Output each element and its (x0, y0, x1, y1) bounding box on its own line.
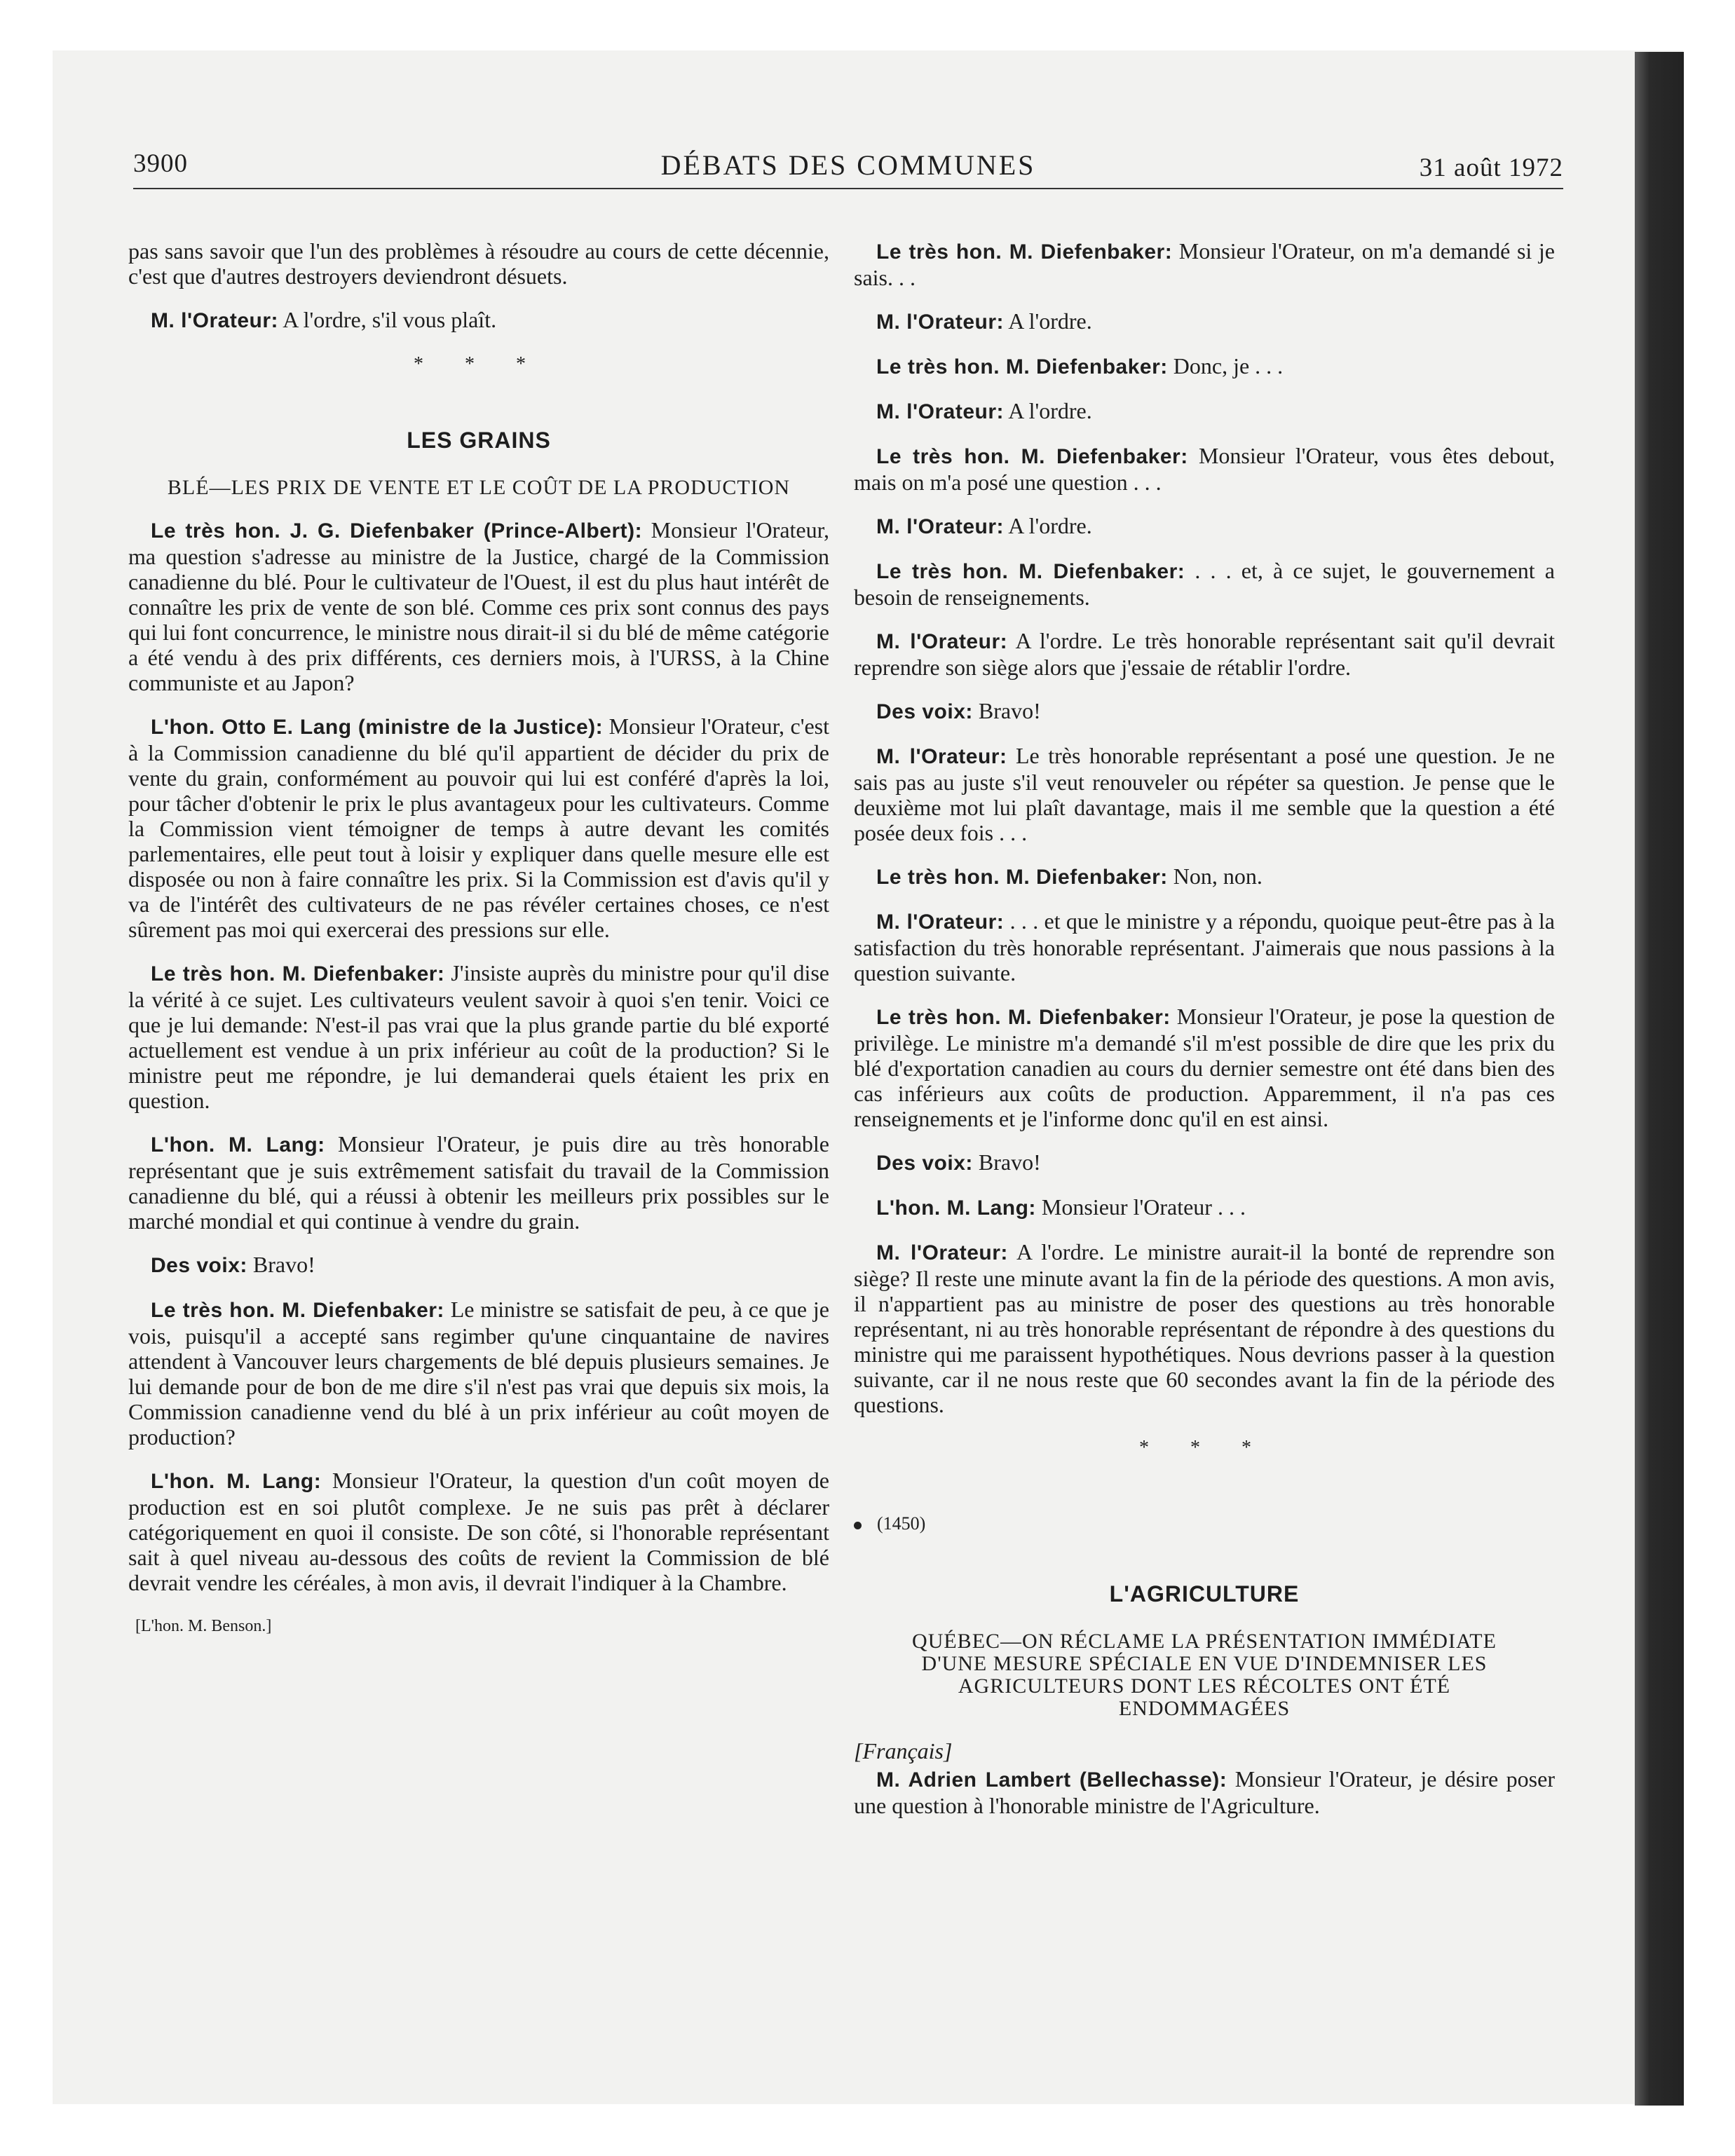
speaker-name: Le très hon. M. Diefenbaker: (151, 1299, 444, 1322)
section-subtitle: QUÉBEC—ON RÉCLAME LA PRÉSENTATION IMMÉDIATE D'UNE MESURE SPÉCIALE EN VUE D'INDEMNISER LES AGRICULTEURS DONT LES RÉCOLTES ONT ÉTÉ ENDOMMAGÉES (912, 1630, 1497, 1720)
paragraph (854, 353, 1555, 380)
paragraph (854, 864, 1555, 890)
speech-text: A l'ordre. Le ministre aurait-il la bonté de reprendre son siège? Il reste une minute avant la fin de la période des questions. A mon avis, il n'appartient pas au ministre de poser des questions au très honorable représentant, ni au très honorable représentant de répondre à des questions du ministre qui me paraissent hypothétiques. Nous devrions passer à la question suivante, car il ne nous reste que 60 secondes avant la fin de la période des questions. (854, 1239, 1555, 1417)
speech-text: Bravo! (247, 1252, 315, 1277)
speaker-name: M. l'Orateur: (876, 1241, 1008, 1264)
section-title: LES GRAINS (407, 428, 551, 453)
speech-text: Monsieur l'Orateur, la question d'un coût moyen de production est en soi plutôt complexe. Je ne suis pas prêt à déclarer catégoriquement en quoi il consiste. De son côté, si l'honorable représentant sait à quel niveau au-dessous des coûts de revient la Commission de blé devrait vendre les céréales, à mon avis, il devrait l'indiquer à la Chambre. (128, 1468, 829, 1595)
speaker-name: Le très hon. M. Diefenbaker: (876, 866, 1168, 889)
speech-text: Monsieur l'Orateur, je puis dire au très honorable représentant que je suis extrêmement satisfait du travail de la Commission canadienne du blé, qui a réussi à obtenir les meilleurs prix possibles sur le marché mondial et qui continue à vendre du grain. (128, 1131, 829, 1234)
header-date: 31 août 1972 (1419, 153, 1563, 182)
speaker-name: M. l'Orateur: (151, 309, 278, 332)
speaker-name: Des voix: (151, 1254, 247, 1277)
paragraph (128, 1131, 829, 1234)
paragraph (854, 1004, 1555, 1131)
paragraph (854, 628, 1555, 680)
paragraph: pas sans savoir que l'un des problèmes à résoudre au cours de cette décennie, c'est que d'autres destroyers deviendront désuets. (128, 238, 829, 289)
speech-text: Bravo! (972, 1149, 1041, 1175)
speech-text: A l'ordre, s'il vous plaît. (278, 307, 497, 332)
speaker-name: Le très hon. M. Diefenbaker: (151, 962, 445, 985)
speaker-name: L'hon. Otto E. Lang (ministre de la Justice): (151, 716, 604, 739)
time-marker (854, 1511, 1555, 1536)
time-marker-text: (1450) (877, 1513, 926, 1534)
section-subtitle: BLÉ—LES PRIX DE VENTE ET LE COÛT DE LA PRODUCTION (167, 476, 791, 499)
paragraph (128, 1252, 829, 1278)
speaker-name: M. Adrien Lambert (Bellechasse): (876, 1768, 1227, 1792)
speaker-name: Le très hon. M. Diefenbaker: (876, 445, 1188, 468)
speech-text: Monsieur l'Orateur, je désire poser une question à l'honorable ministre de l'Agriculture. (854, 1766, 1555, 1818)
speech-text: Monsieur l'Orateur, je pose la question de privilège. Le ministre m'a demandé s'il m'est possible de dire que les prix du blé d'exportation canadien au cours du dernier semestre ont été dans bien des cas inférieurs aux coûts de production. Apparemment, il n'a pas ces renseignements et je l'informe donc qu'il en est ainsi. (854, 1004, 1556, 1131)
speech-text: Le ministre se satisfait de peu, à ce que je vois, puisqu'il a accepté sans regimber qu'une cinquantaine de navires attendent à Vancouver leurs chargements de blé depuis plusieurs semaines. Je lui demande pour de bon de me dire s'il n'est pas vrai que depuis six mois, la Commission canadienne vend du blé à un prix inférieur au coût moyen de production? (128, 1297, 830, 1449)
speaker-name: Des voix: (876, 700, 973, 723)
speaker-name: L'hon. M. Lang: (151, 1133, 325, 1157)
speech-text: . . . et que le ministre y a répondu, quoique peut-être pas à la satisfaction du très honorable représentant. J'aimerais que nous passions à la question suivante. (854, 908, 1555, 985)
paragraph (128, 960, 829, 1113)
speaker-name: Le très hon. M. Diefenbaker: (876, 240, 1173, 264)
speaker-name: M. l'Orateur: (876, 515, 1004, 538)
speech-text: A l'ordre. (1004, 398, 1092, 423)
speech-text: Non, non. (1167, 864, 1263, 889)
speech-text: Le très honorable représentant a posé une question. Je ne sais pas au juste s'il veut renouveler ou répéter sa question. Je pense que le deuxième mot lui plaît davantage, mais il me semble que la question a été posée deux fois . . . (854, 743, 1555, 845)
paragraph (854, 1194, 1555, 1221)
speaker-name: M. l'Orateur: (876, 910, 1005, 934)
speech-text: J'insiste auprès du ministre pour qu'il dise la vérité à ce sujet. Les cultivateurs veulent savoir à quoi s'en tenir. Voici ce que je lui demande: N'est-il pas vrai que la plus grande partie du blé exporté actuellement est vendue à un prix inférieur au coût de la production? Si le ministre peut me répondre, je lui demanderai quels étaient les prix en question. (128, 960, 830, 1113)
speaker-name: Des voix: (876, 1152, 973, 1175)
page-header (133, 149, 1563, 189)
paragraph (854, 513, 1555, 540)
paragraph (128, 307, 829, 334)
speech-text: Bravo! (972, 698, 1041, 723)
speaker-name: L'hon. M. Lang: (151, 1470, 322, 1493)
speech-text: Monsieur l'Orateur, vous êtes debout, mais on m'a posé une question . . . (854, 443, 1556, 495)
section-separator: * * * (1139, 1437, 1270, 1459)
speech-text: Donc, je . . . (1167, 353, 1284, 378)
paragraph (854, 908, 1555, 985)
paragraph (854, 398, 1555, 425)
paragraph (854, 743, 1555, 845)
speaker-name: M. l'Orateur: (876, 400, 1004, 423)
right-column (854, 238, 1555, 1836)
speaker-name: Le très hon. M. Diefenbaker: (876, 560, 1185, 583)
speaker-name: M. l'Orateur: (876, 630, 1008, 653)
speech-text: A l'ordre. (1004, 308, 1092, 334)
speaker-name: Le très hon. J. G. Diefenbaker (Prince-Albert): (151, 519, 643, 543)
paragraph (854, 308, 1555, 335)
speech-text: . . . et, à ce sujet, le gouvernement a besoin de renseignements. (854, 558, 1556, 610)
scan-edge-shadow (1635, 52, 1684, 2106)
speaker-name: L'hon. M. Lang: (876, 1196, 1036, 1220)
speaker-footnote: [L'hon. M. Benson.] (135, 1617, 272, 1635)
speaker-name: M. l'Orateur: (876, 311, 1004, 334)
page-number: 3900 (133, 149, 188, 178)
section-separator: * * * (414, 353, 544, 375)
paragraph (854, 558, 1555, 610)
speech-text: Monsieur l'Orateur . . . (1035, 1194, 1246, 1220)
language-note: [Français] (854, 1738, 953, 1763)
speaker-name: Le très hon. M. Diefenbaker: (876, 1006, 1171, 1029)
speech-text: Monsieur l'Orateur, c'est à la Commission canadienne du blé qu'il appartient de décider du prix de vente du grain, conformément au pouvoir qui lui est conféré d'après la loi, pour tâcher d'obtenir le prix le plus avantageux pour les cultivateurs. Comme la Commission vient témoigner de temps à autre devant les comités parlementaires, elle peut tout à loisir y expliquer dans quelle mesure elle est disposée ou non à faire connaître les prix. Si la Commission est d'avis qu'il y va de l'intérêt des cultivateurs de ne pas révéler certaines choses, ce n'est sûrement pas moi qui exercerai des pressions sur elle. (128, 714, 830, 942)
speech-text: Monsieur l'Orateur, ma question s'adresse au ministre de la Justice, chargé de la Commission canadienne du blé. Pour le cultivateur de l'Ouest, il est du plus haut intérêt de connaître les prix de vente de son blé. Comme ces prix sont connus des pays qui lui font concurrence, le ministre nous dirait-il si du blé de même catégorie a été vendu à des prix différents, ces derniers mois, à l'URSS, à la Chine communiste et au Japon? (128, 517, 829, 695)
paragraph (128, 517, 829, 695)
section-title: L'AGRICULTURE (1109, 1581, 1300, 1606)
paragraph (128, 1468, 829, 1595)
paragraph (128, 714, 829, 942)
journal-title: DÉBATS DES COMMUNES (660, 149, 1036, 181)
paragraph (854, 698, 1555, 725)
speech-text: Monsieur l'Orateur, on m'a demandé si je sais. . . (854, 238, 1555, 290)
speech-text: A l'ordre. Le très honorable représentant sait qu'il devrait reprendre son siège alors que j'essaie de rétablir l'ordre. (854, 628, 1555, 680)
paragraph (854, 1149, 1555, 1176)
speaker-name: M. l'Orateur: (876, 745, 1007, 768)
paragraph (854, 238, 1555, 290)
speaker-name: Le très hon. M. Diefenbaker: (876, 355, 1168, 378)
paragraph (128, 1297, 829, 1449)
paragraph (854, 1766, 1555, 1818)
speech-text: A l'ordre. (1004, 513, 1092, 538)
left-column (128, 238, 829, 1639)
paragraph (854, 443, 1555, 495)
paragraph (854, 1239, 1555, 1417)
bullet-icon (854, 1522, 862, 1529)
